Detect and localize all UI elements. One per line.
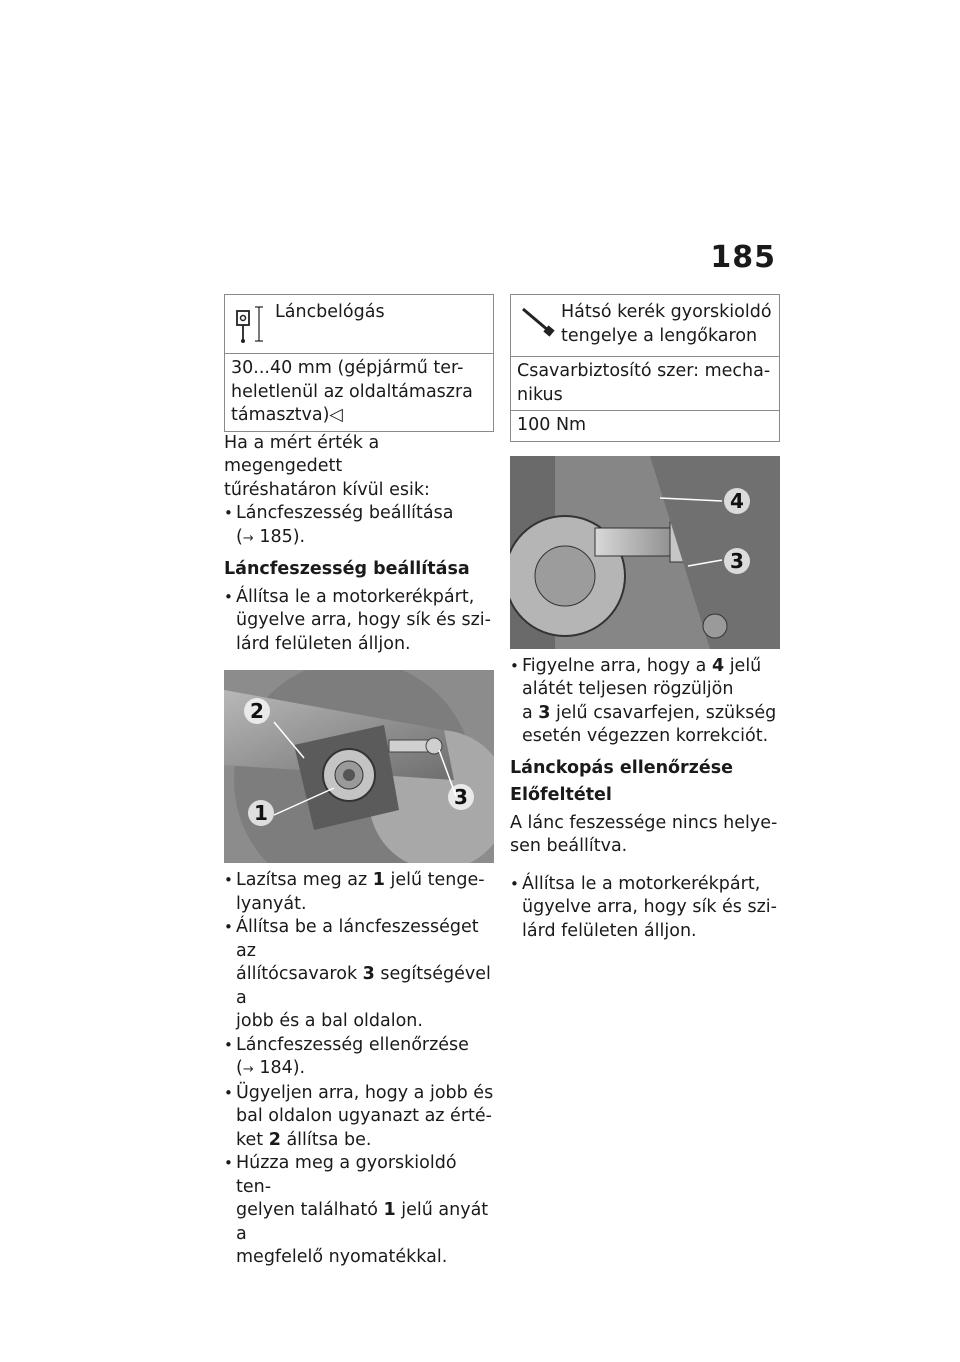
section-heading-adjust: Láncfeszesség beállítása <box>224 559 470 579</box>
svg-text:3: 3 <box>454 785 468 809</box>
page-number: 185 <box>710 240 776 275</box>
section-heading-precondition: Előfeltétel <box>510 785 612 805</box>
callout-3 <box>722 546 752 576</box>
chain-slack-title: Láncbelógás <box>275 302 385 322</box>
chain-slack-value: 30...40 mm (gépjármű ter- heletlenül az oldaltámaszra támasztva)◁ <box>231 358 473 425</box>
page-ref-link[interactable]: 184). <box>259 1058 306 1078</box>
callout-4 <box>722 486 752 516</box>
torque-wrench-icon <box>519 301 555 345</box>
svg-text:3: 3 <box>730 548 744 573</box>
page-ref-link[interactable]: 185). <box>259 526 306 547</box>
thread-locker-row: Csavarbiztosító szer: mecha- nikus <box>511 357 779 411</box>
precondition-text: A lánc feszessége nincs helye- sen beállítva. <box>510 812 778 856</box>
page-ref-arrow-icon: → <box>242 1062 254 1077</box>
chain-slack-spec-table <box>224 294 494 432</box>
left-column <box>224 294 494 1270</box>
list-item: • Figyelne arra, hogy a 4 jelű alátét teljesen rögzüljön a 3 jelű csavarfejen, szükség esetén végezzen korrekciót. <box>510 655 780 749</box>
list-item: • Láncfeszesség beállítása (→ 185). <box>224 502 494 550</box>
torque-value-row: 100 Nm <box>517 415 587 435</box>
list-item: • Ügyeljen arra, hogy a jobb és bal oldalon ugyanazt az érté- ket 2 állítsa be. <box>224 1082 494 1153</box>
list-item: • Húzza meg a gyorskioldó ten- gelyen található 1 jelű anyát a megfelelő nyomatékkal. <box>224 1152 494 1270</box>
section-heading-wear: Lánckopás ellenőrzése <box>510 757 734 778</box>
list-item: • Láncfeszesség ellenőrzése (→ 184). <box>224 1034 494 1082</box>
list-item: • Állítsa be a láncfeszességet az állítócsavarok 3 segítségével a jobb és a bal oldalon. <box>224 916 494 1034</box>
right-column <box>510 294 780 943</box>
list-item: • Lazítsa meg az 1 jelű tenge- lyanyát. <box>224 869 494 916</box>
callout-3 <box>446 782 476 812</box>
chain-slack-icon <box>233 301 269 345</box>
callout-2 <box>242 696 272 726</box>
chain-adjuster-photo <box>224 670 494 863</box>
axle-torque-spec-header <box>511 295 779 357</box>
axle-torque-spec-table <box>510 294 780 442</box>
svg-text:4: 4 <box>730 488 744 513</box>
page-ref-arrow-icon: → <box>242 530 254 546</box>
list-item: • Állítsa le a motorkerékpárt, ügyelve arra, hogy sík és szi- lárd felületen álljon. <box>510 873 780 944</box>
svg-text:1: 1 <box>254 801 268 825</box>
axle-torque-title: Hátsó kerék gyorskioldó tengelye a lengőkaron <box>561 302 772 346</box>
list-item: • Állítsa le a motorkerékpárt, ügyelve arra, hogy sík és szi- lárd felületen álljon. <box>224 586 494 657</box>
chain-slack-spec-header <box>225 295 493 354</box>
axle-washer-photo <box>510 456 780 649</box>
callout-1 <box>246 798 276 828</box>
svg-text:2: 2 <box>250 699 264 723</box>
intro-text: Ha a mért érték a megengedett tűréshatáron kívül esik: <box>224 432 430 500</box>
